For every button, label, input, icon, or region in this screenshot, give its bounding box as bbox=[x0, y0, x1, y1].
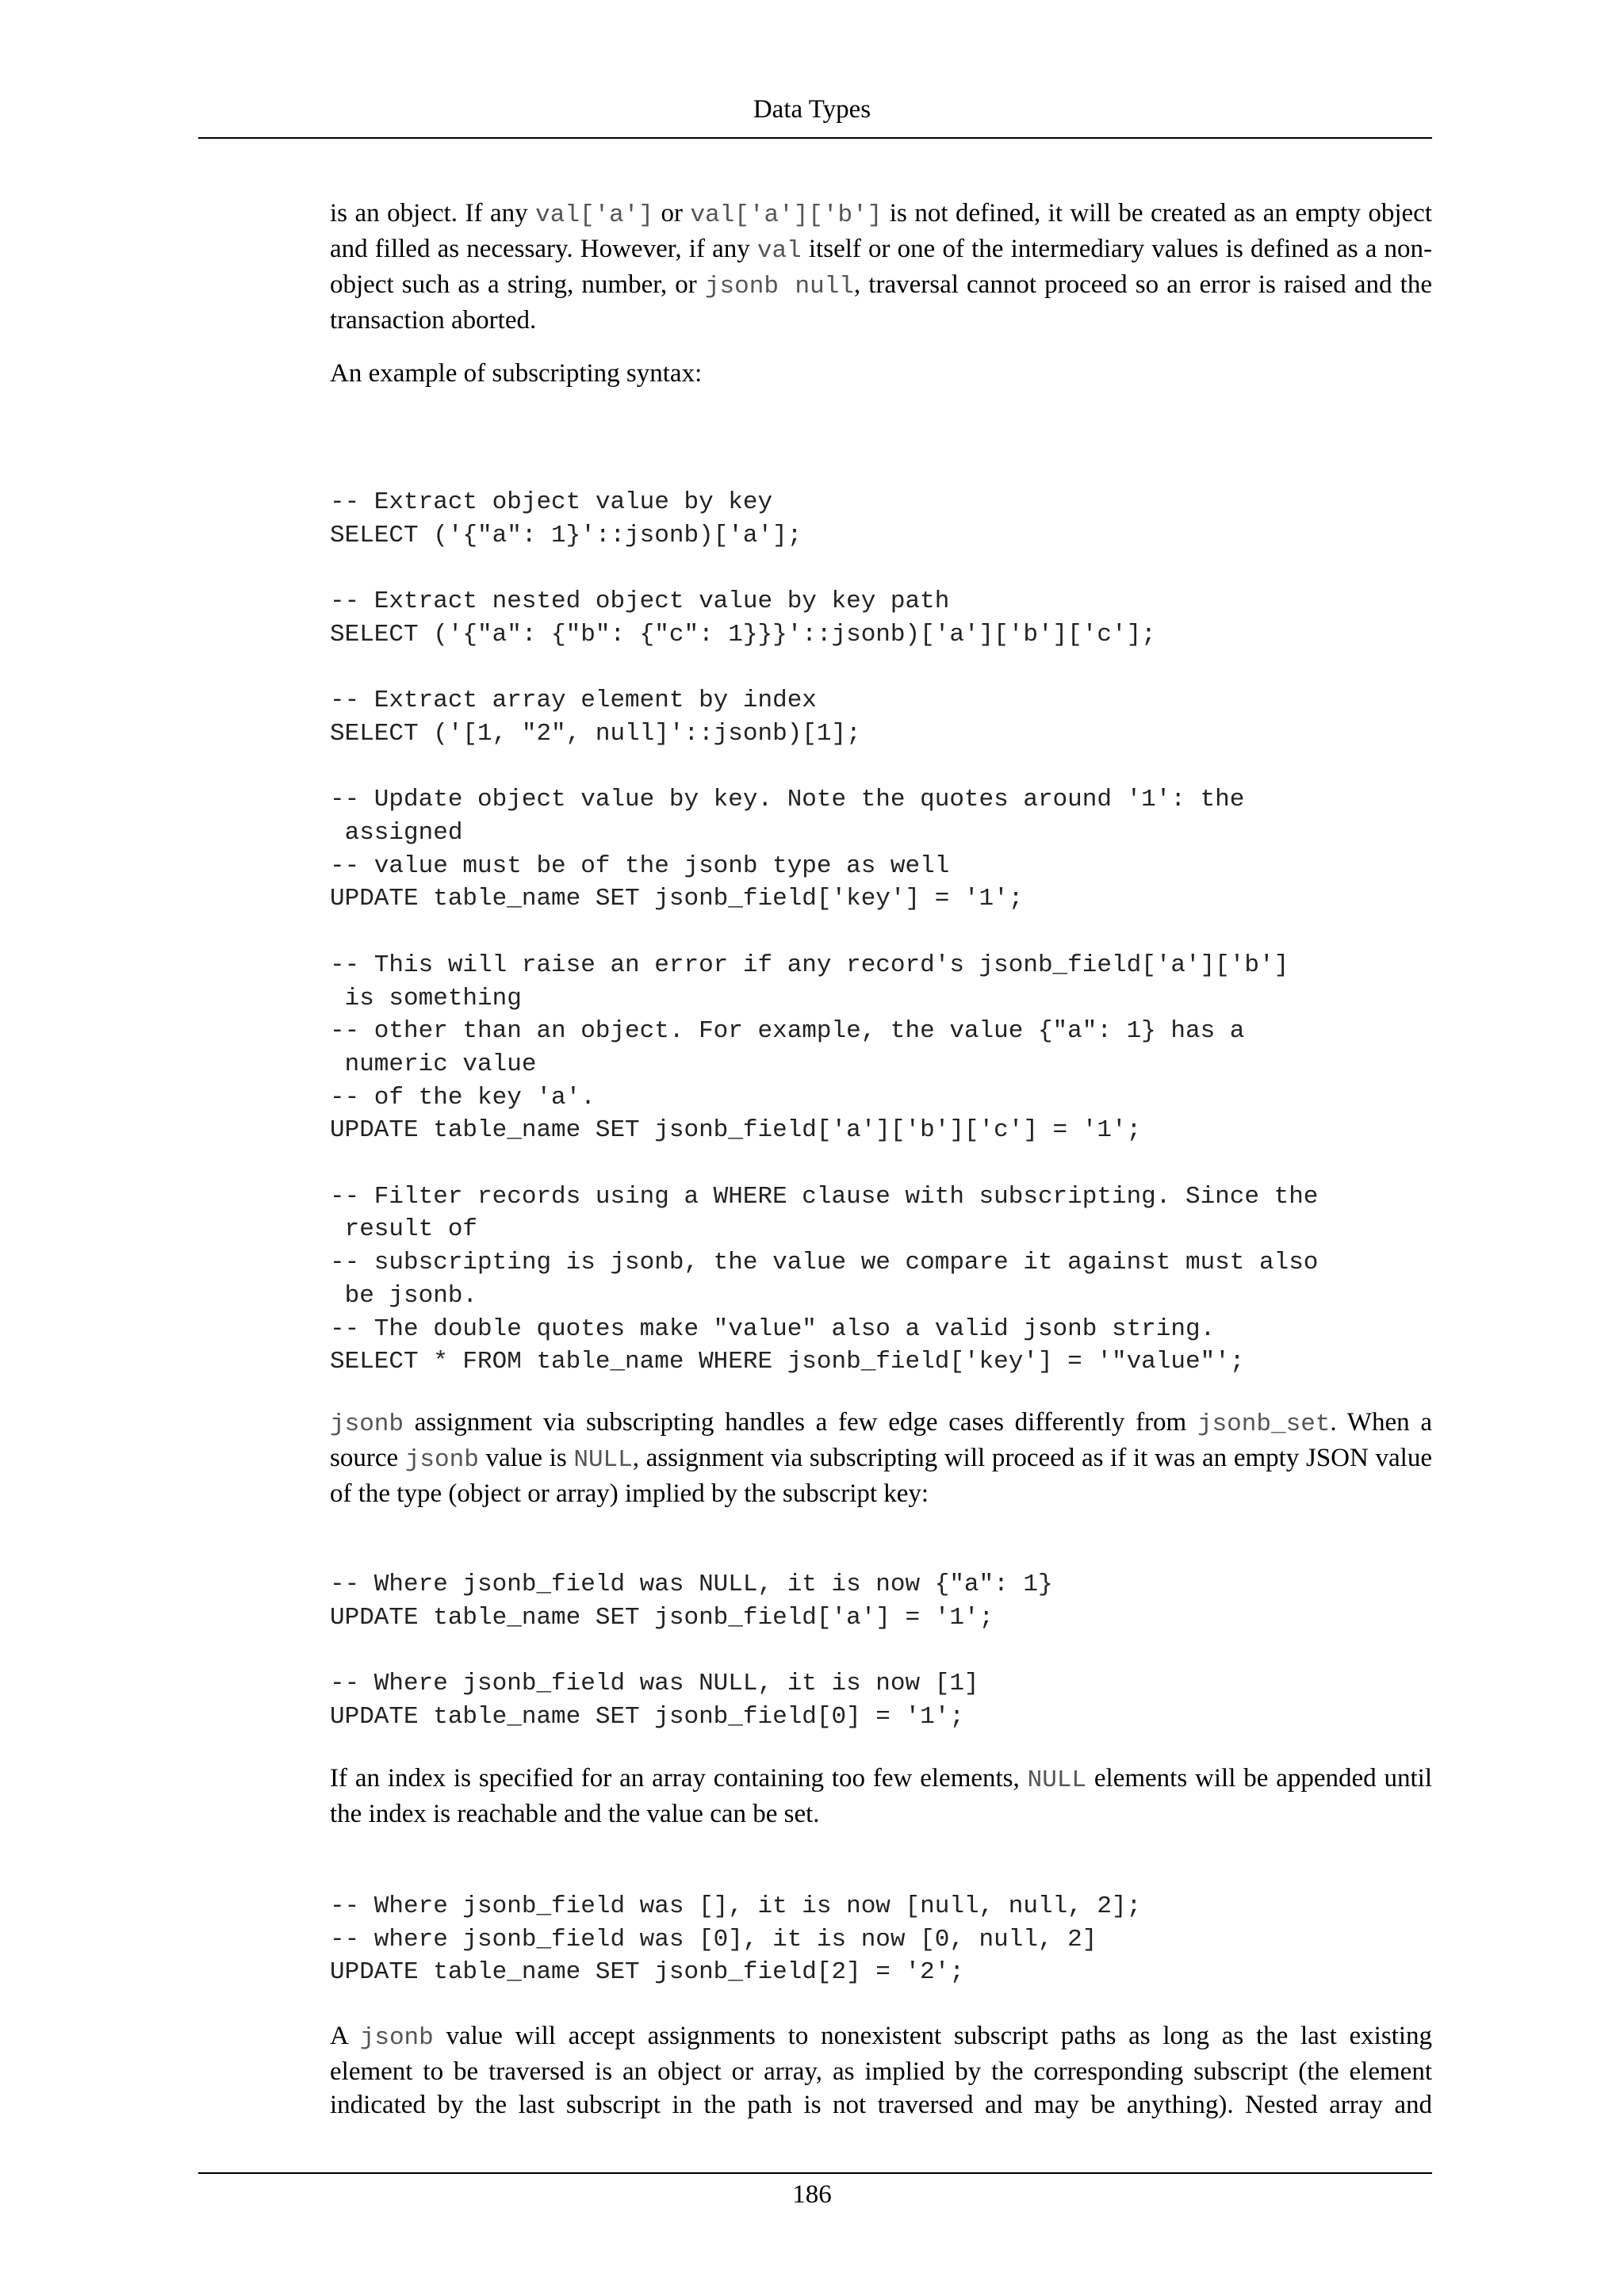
inline-code: val['a']['b'] bbox=[690, 201, 883, 229]
paragraph-index-padding bbox=[330, 1762, 1432, 1831]
inline-code: jsonb null bbox=[704, 273, 854, 300]
inline-code: NULL bbox=[1027, 1766, 1087, 1794]
code-block-subscripting-examples: -- Extract object value by key SELECT ('{"a": 1}'::jsonb)['a']; -- Extract nested object value by key path SELECT ('{"a": {"b": {"c": 1}}}'::jsonb)['a']['b']['c']; -- Extract array element by index SELECT ('[1, "2", null]'::jsonb)[1]; -- Update object value by key. Note the quotes around '1': the assigned -- value must be of the jsonb type as well UPDATE table_name SET jsonb_field['key'] = '1'; -- This will raise an error if any record's jsonb_field['a']['b'] is something -- other than an object. For example, the value {"a": 1} has a numeric value -- of the key 'a'. UPDATE table_name SET jsonb_field['a']['b']['c'] = '1'; -- Filter records using a WHERE clause with subscripting. Since the result of -- subscripting is jsonb, the value we compare it against must also be jsonb. -- The double quotes make "value" also a valid jsonb string. SELECT * FROM table_name WHERE jsonb_field['key'] = '"value"'; bbox=[330, 488, 1319, 1376]
text-run: . When a source bbox=[330, 1408, 1432, 1472]
text-run: , assignment via subscripting will proceed as if it was an empty JSON value of the type (object or array) implied by the subscript key: bbox=[330, 1444, 1432, 1508]
paragraph-edge-cases bbox=[330, 1406, 1432, 1510]
text-run: , traversal cannot proceed so an error is raised and the transaction aborted. bbox=[330, 270, 1432, 335]
text-run: A bbox=[330, 2022, 360, 2050]
page-number: 186 bbox=[792, 2180, 832, 2209]
inline-code: jsonb_set bbox=[1197, 1410, 1331, 1438]
text-run: is an object. If any bbox=[330, 199, 536, 228]
text-run: itself or one of the intermediary values is defined as a non-object such as a string, number, or bbox=[330, 235, 1433, 299]
text-run: value is bbox=[478, 1444, 574, 1472]
paragraph-example-intro: An example of subscripting syntax: bbox=[330, 359, 703, 388]
running-header-title: Data Types bbox=[753, 95, 871, 124]
text-run: is not defined, it will be created as an empty object and filled as necessary. However, if any bbox=[330, 199, 1432, 263]
code-block-array-padding: -- Where jsonb_field was [], it is now [null, null, 2]; -- where jsonb_field was [0], it is now [0, null, 2] UPDATE table_name SET jsonb_field[2] = '2'; bbox=[330, 1892, 1142, 1987]
header-rule bbox=[198, 137, 1432, 139]
inline-code: jsonb bbox=[359, 2024, 434, 2052]
text-run: If an index is specified for an array containing too few elements, bbox=[330, 1764, 1028, 1793]
paragraph-object-traversal bbox=[330, 197, 1432, 337]
footer-rule bbox=[198, 2172, 1432, 2174]
text-run: elements will be appended until the index is reachable and the value can be set. bbox=[330, 1764, 1433, 1828]
text-run: assignment via subscripting handles a few edge cases differently from bbox=[404, 1408, 1197, 1437]
inline-code: val bbox=[756, 237, 802, 265]
text-run: or bbox=[653, 199, 691, 228]
text-run: value will accept assignments to nonexistent subscript paths as long as the last existing element to be traversed is an object or array, as implied by the corresponding subscript (the element indicated by the last subscript in the path is not traversed and may be anything). Nested array and bbox=[330, 2022, 1433, 2119]
inline-code: val['a'] bbox=[535, 201, 653, 229]
inline-code: NULL bbox=[573, 1446, 633, 1474]
inline-code: jsonb bbox=[404, 1446, 479, 1474]
code-block-null-assignment: -- Where jsonb_field was NULL, it is now {"a": 1} UPDATE table_name SET jsonb_field['a'] = '1'; -- Where jsonb_field was NULL, it is now [1] UPDATE table_name SET jsonb_field[0] = '1'; bbox=[330, 1571, 1053, 1731]
inline-code: jsonb bbox=[330, 1410, 404, 1438]
paragraph-nonexistent-paths bbox=[330, 2019, 1432, 2122]
